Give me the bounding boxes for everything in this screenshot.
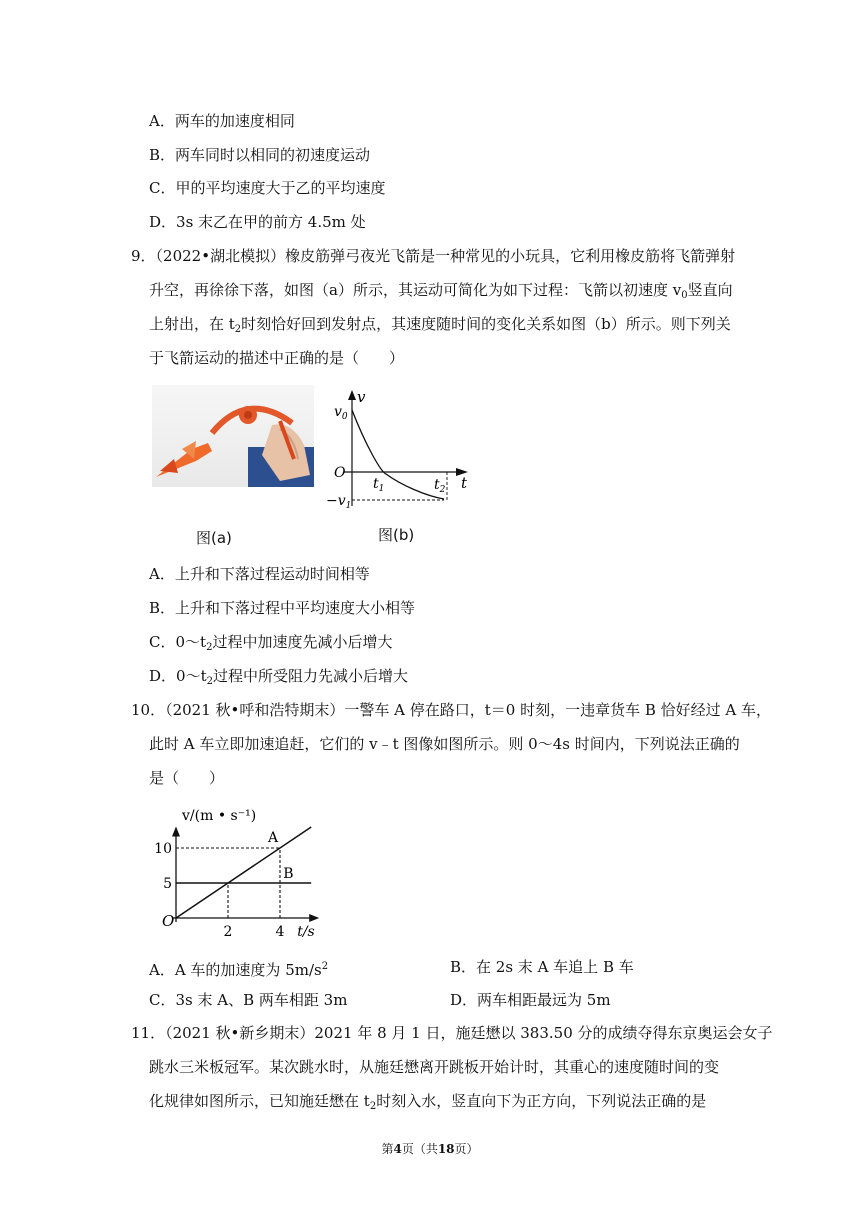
chart-x-tick-label: 4 — [275, 924, 285, 940]
q9-option-d: D．$0\sim t_2$过程中所受阻力先减小后增大 — [149, 667, 408, 687]
t2-label: $t_2$ — [434, 477, 446, 495]
q9-stem-line4: 于飞箭运动的描述中正确的是（ ） — [149, 349, 405, 367]
q9-stem-line3: 上射出，在 $t_2$时刻恰好回到发射点，其速度随时间的变化关系如图（b）所示。则下列关 — [149, 315, 731, 335]
chart-y-label: v/(m • s⁻¹) — [182, 808, 257, 824]
chart-y-axis-arrow — [172, 827, 180, 837]
figure-b-vt-graph — [326, 388, 476, 514]
chart-series-a-label: A — [268, 830, 279, 846]
v-axis-label: v — [357, 388, 366, 406]
q10-option-b: B．在 2s 末 A 车追上 B 车 — [450, 958, 634, 976]
q10-option-c: C．3s 末 A、B 两车相距 3m — [149, 991, 348, 1009]
q11-stem-line2: 跳水三米板冠军。某次跳水时，从施廷懋离开跳板开始计时，其重心的速度随时间的变 — [149, 1058, 720, 1076]
q10-stem-line1: 10．（2021 秋•呼和浩特期末）一警车 A 停在路口，t＝0 时刻，一违章货车 B 恰好经过 A 车， — [131, 701, 772, 719]
v0-label: $v_0$ — [334, 404, 348, 422]
t1-label: $t_1$ — [373, 476, 385, 494]
q11-stem-line3: 化规律如图所示，已知施廷懋在 $t_2$时刻入水，竖直向下为正方向，下列说法正确的是 — [149, 1092, 707, 1112]
neg-v1-label: $-v_1$ — [326, 493, 352, 511]
figure-a-caption: 图(a) — [196, 529, 232, 547]
q10-option-d: D．两车相距最远为 5m — [450, 991, 611, 1009]
figure-b-caption: 图(b) — [378, 526, 415, 544]
q9-stem-line2: 升空，再徐徐下落，如图（a）所示，其运动可简化为如下过程：飞箭以初速度 $v_0$竖直向 — [149, 281, 733, 301]
slingshot-photo — [152, 385, 314, 487]
q8-option-b: B．两车同时以相同的初速度运动 — [149, 146, 371, 164]
q10-stem-line2: 此时 A 车立即加速追赶，它们的 v﹣t 图像如图所示。则 0～4s 时间内，下列说法正确的 — [149, 735, 740, 753]
q8-option-c: C．甲的平均速度大于乙的平均速度 — [149, 179, 386, 197]
chart-x-label: t/s — [297, 924, 315, 940]
q9-option-a: A．上升和下落过程运动时间相等 — [149, 565, 370, 583]
chart-x-tick-label: 2 — [223, 924, 233, 940]
q9-option-c: C．$0\sim t_2$过程中加速度先减小后增大 — [149, 633, 393, 653]
q9-stem-line1: 9．（2022•湖北模拟）橡皮筋弹弓夜光飞箭是一种常见的小玩具，它利用橡皮筋将飞箭弹射 — [131, 247, 736, 265]
q10-option-a: A．A 车的加速度为 $5m/s^2$ — [149, 961, 329, 979]
velocity-curve — [352, 410, 444, 499]
q10-vt-chart — [150, 806, 336, 942]
chart-origin-label: O — [162, 912, 175, 930]
q8-option-d: D．3s 末乙在甲的前方 4.5m 处 — [149, 213, 366, 231]
q11-stem-line1: 11．（2021 秋•新乡期末）2021 年 8 月 1 日，施廷懋以 383.50 分的成绩夺得东京奥运会女子 — [131, 1024, 773, 1042]
page-footer: 第4页（共18页） — [381, 1142, 479, 1156]
origin-label: O — [334, 465, 346, 481]
page-total: 18 — [437, 1142, 455, 1156]
q10-stem-line3: 是（ ） — [149, 769, 225, 787]
chart-y-tick-label: 10 — [154, 841, 172, 857]
t-axis-label: t — [461, 474, 468, 492]
chart-series-b-label: B — [283, 866, 294, 882]
chart-y-tick-label: 5 — [163, 876, 172, 892]
q8-option-a: A．两车的加速度相同 — [149, 112, 295, 130]
page-number: 4 — [393, 1142, 402, 1156]
chart-x-axis-arrow — [309, 914, 319, 922]
q9-option-b: B．上升和下落过程中平均速度大小相等 — [149, 599, 416, 617]
